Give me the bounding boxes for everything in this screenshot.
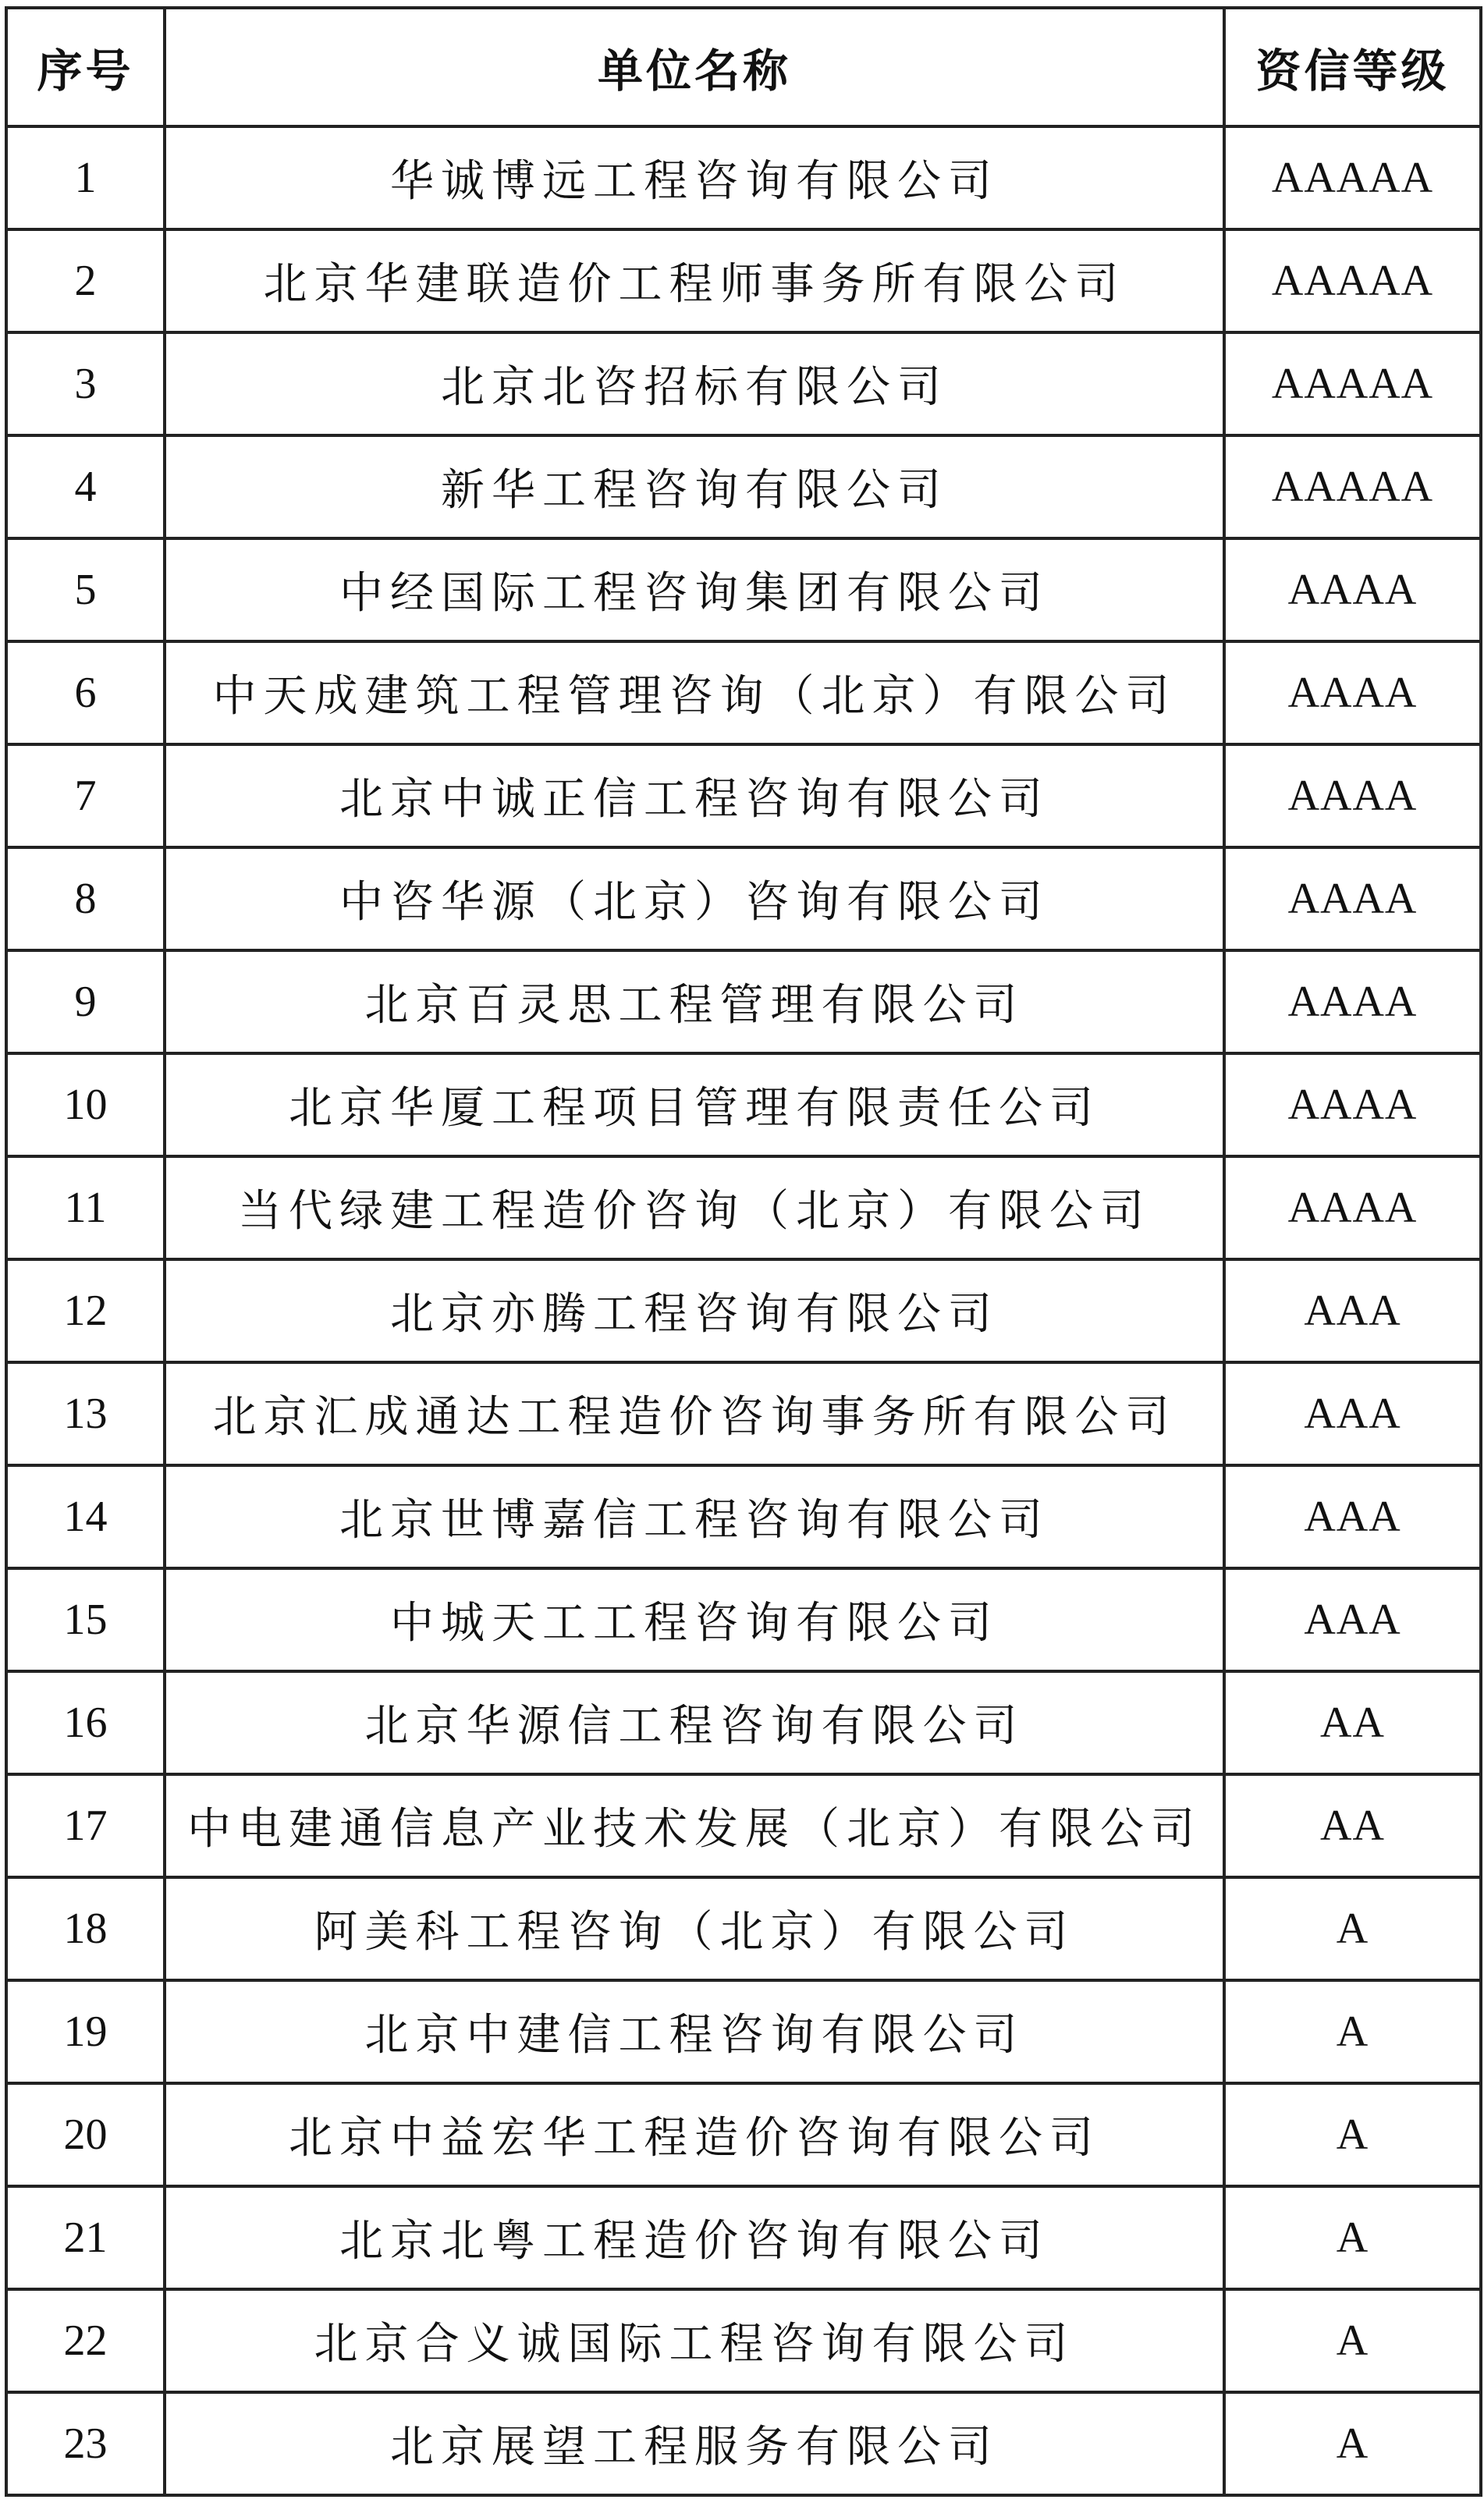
table-row xyxy=(6,1774,1481,1877)
company-name: 北京百灵思工程管理有限公司 xyxy=(165,950,1224,1053)
credit-grade: A xyxy=(1224,2392,1481,2495)
company-name: 北京北咨招标有限公司 xyxy=(165,332,1224,435)
credit-grade: A xyxy=(1224,2289,1481,2392)
table-row xyxy=(6,1362,1481,1465)
credit-grade: A xyxy=(1224,1877,1481,1980)
row-index: 15 xyxy=(6,1568,165,1671)
credit-grade: AAAA xyxy=(1224,538,1481,641)
row-index: 8 xyxy=(6,847,165,950)
table-row xyxy=(6,332,1481,435)
table-header xyxy=(6,8,1481,126)
company-name: 中经国际工程咨询集团有限公司 xyxy=(165,538,1224,641)
table-row xyxy=(6,641,1481,744)
credit-grade: AAAAA xyxy=(1224,332,1481,435)
company-name: 北京中益宏华工程造价咨询有限公司 xyxy=(165,2083,1224,2186)
company-name: 当代绿建工程造价咨询（北京）有限公司 xyxy=(165,1156,1224,1259)
company-name: 北京世博嘉信工程咨询有限公司 xyxy=(165,1465,1224,1568)
credit-grade: AAAA xyxy=(1224,744,1481,847)
table-row xyxy=(6,229,1481,332)
company-name: 北京汇成通达工程造价咨询事务所有限公司 xyxy=(165,1362,1224,1465)
table-row xyxy=(6,950,1481,1053)
credit-grade: AAAAA xyxy=(1224,126,1481,229)
company-name: 北京华建联造价工程师事务所有限公司 xyxy=(165,229,1224,332)
company-name: 中城天工工程咨询有限公司 xyxy=(165,1568,1224,1671)
company-name: 华诚博远工程咨询有限公司 xyxy=(165,126,1224,229)
table-row xyxy=(6,1671,1481,1774)
table-row xyxy=(6,1465,1481,1568)
credit-grade: AAAA xyxy=(1224,641,1481,744)
row-index: 13 xyxy=(6,1362,165,1465)
row-index: 3 xyxy=(6,332,165,435)
credit-grade: AAAAA xyxy=(1224,435,1481,538)
company-name: 阿美科工程咨询（北京）有限公司 xyxy=(165,1877,1224,1980)
row-index: 23 xyxy=(6,2392,165,2495)
row-index: 2 xyxy=(6,229,165,332)
row-index: 12 xyxy=(6,1259,165,1362)
company-name: 北京华厦工程项目管理有限责任公司 xyxy=(165,1053,1224,1156)
company-name: 北京华源信工程咨询有限公司 xyxy=(165,1671,1224,1774)
credit-rating-table-container xyxy=(5,6,1479,2497)
row-index: 10 xyxy=(6,1053,165,1156)
table-row xyxy=(6,2186,1481,2289)
credit-grade: AAAA xyxy=(1224,1053,1481,1156)
row-index: 22 xyxy=(6,2289,165,2392)
header-index: 序号 xyxy=(6,8,165,126)
table-body xyxy=(6,126,1481,2495)
table-row xyxy=(6,1053,1481,1156)
credit-grade: AAA xyxy=(1224,1259,1481,1362)
credit-grade: AAA xyxy=(1224,1568,1481,1671)
company-name: 北京合义诚国际工程咨询有限公司 xyxy=(165,2289,1224,2392)
credit-rating-table xyxy=(5,6,1482,2497)
row-index: 9 xyxy=(6,950,165,1053)
table-row xyxy=(6,1568,1481,1671)
company-name: 北京亦腾工程咨询有限公司 xyxy=(165,1259,1224,1362)
credit-grade: A xyxy=(1224,1980,1481,2083)
credit-grade: AAAA xyxy=(1224,1156,1481,1259)
credit-grade: AA xyxy=(1224,1671,1481,1774)
credit-grade: AAAAA xyxy=(1224,229,1481,332)
company-name: 中天成建筑工程管理咨询（北京）有限公司 xyxy=(165,641,1224,744)
header-company-name: 单位名称 xyxy=(165,8,1224,126)
row-index: 4 xyxy=(6,435,165,538)
credit-grade: AAAA xyxy=(1224,950,1481,1053)
row-index: 17 xyxy=(6,1774,165,1877)
company-name: 北京展望工程服务有限公司 xyxy=(165,2392,1224,2495)
table-row xyxy=(6,126,1481,229)
credit-grade: AA xyxy=(1224,1774,1481,1877)
table-row xyxy=(6,1259,1481,1362)
table-row xyxy=(6,847,1481,950)
credit-grade: A xyxy=(1224,2186,1481,2289)
row-index: 19 xyxy=(6,1980,165,2083)
table-row xyxy=(6,2289,1481,2392)
row-index: 7 xyxy=(6,744,165,847)
credit-grade: A xyxy=(1224,2083,1481,2186)
credit-grade: AAA xyxy=(1224,1362,1481,1465)
table-row xyxy=(6,1877,1481,1980)
row-index: 16 xyxy=(6,1671,165,1774)
row-index: 20 xyxy=(6,2083,165,2186)
table-row xyxy=(6,1980,1481,2083)
credit-grade: AAA xyxy=(1224,1465,1481,1568)
header-row xyxy=(6,8,1481,126)
table-row xyxy=(6,744,1481,847)
company-name: 北京北粤工程造价咨询有限公司 xyxy=(165,2186,1224,2289)
row-index: 6 xyxy=(6,641,165,744)
company-name: 新华工程咨询有限公司 xyxy=(165,435,1224,538)
table-row xyxy=(6,435,1481,538)
row-index: 14 xyxy=(6,1465,165,1568)
row-index: 21 xyxy=(6,2186,165,2289)
row-index: 1 xyxy=(6,126,165,229)
table-row xyxy=(6,538,1481,641)
table-row xyxy=(6,2083,1481,2186)
company-name: 北京中诚正信工程咨询有限公司 xyxy=(165,744,1224,847)
header-credit-grade: 资信等级 xyxy=(1224,8,1481,126)
table-row xyxy=(6,1156,1481,1259)
table-row xyxy=(6,2392,1481,2495)
company-name: 中咨华源（北京）咨询有限公司 xyxy=(165,847,1224,950)
row-index: 18 xyxy=(6,1877,165,1980)
credit-grade: AAAA xyxy=(1224,847,1481,950)
company-name: 中电建通信息产业技术发展（北京）有限公司 xyxy=(165,1774,1224,1877)
company-name: 北京中建信工程咨询有限公司 xyxy=(165,1980,1224,2083)
row-index: 5 xyxy=(6,538,165,641)
row-index: 11 xyxy=(6,1156,165,1259)
